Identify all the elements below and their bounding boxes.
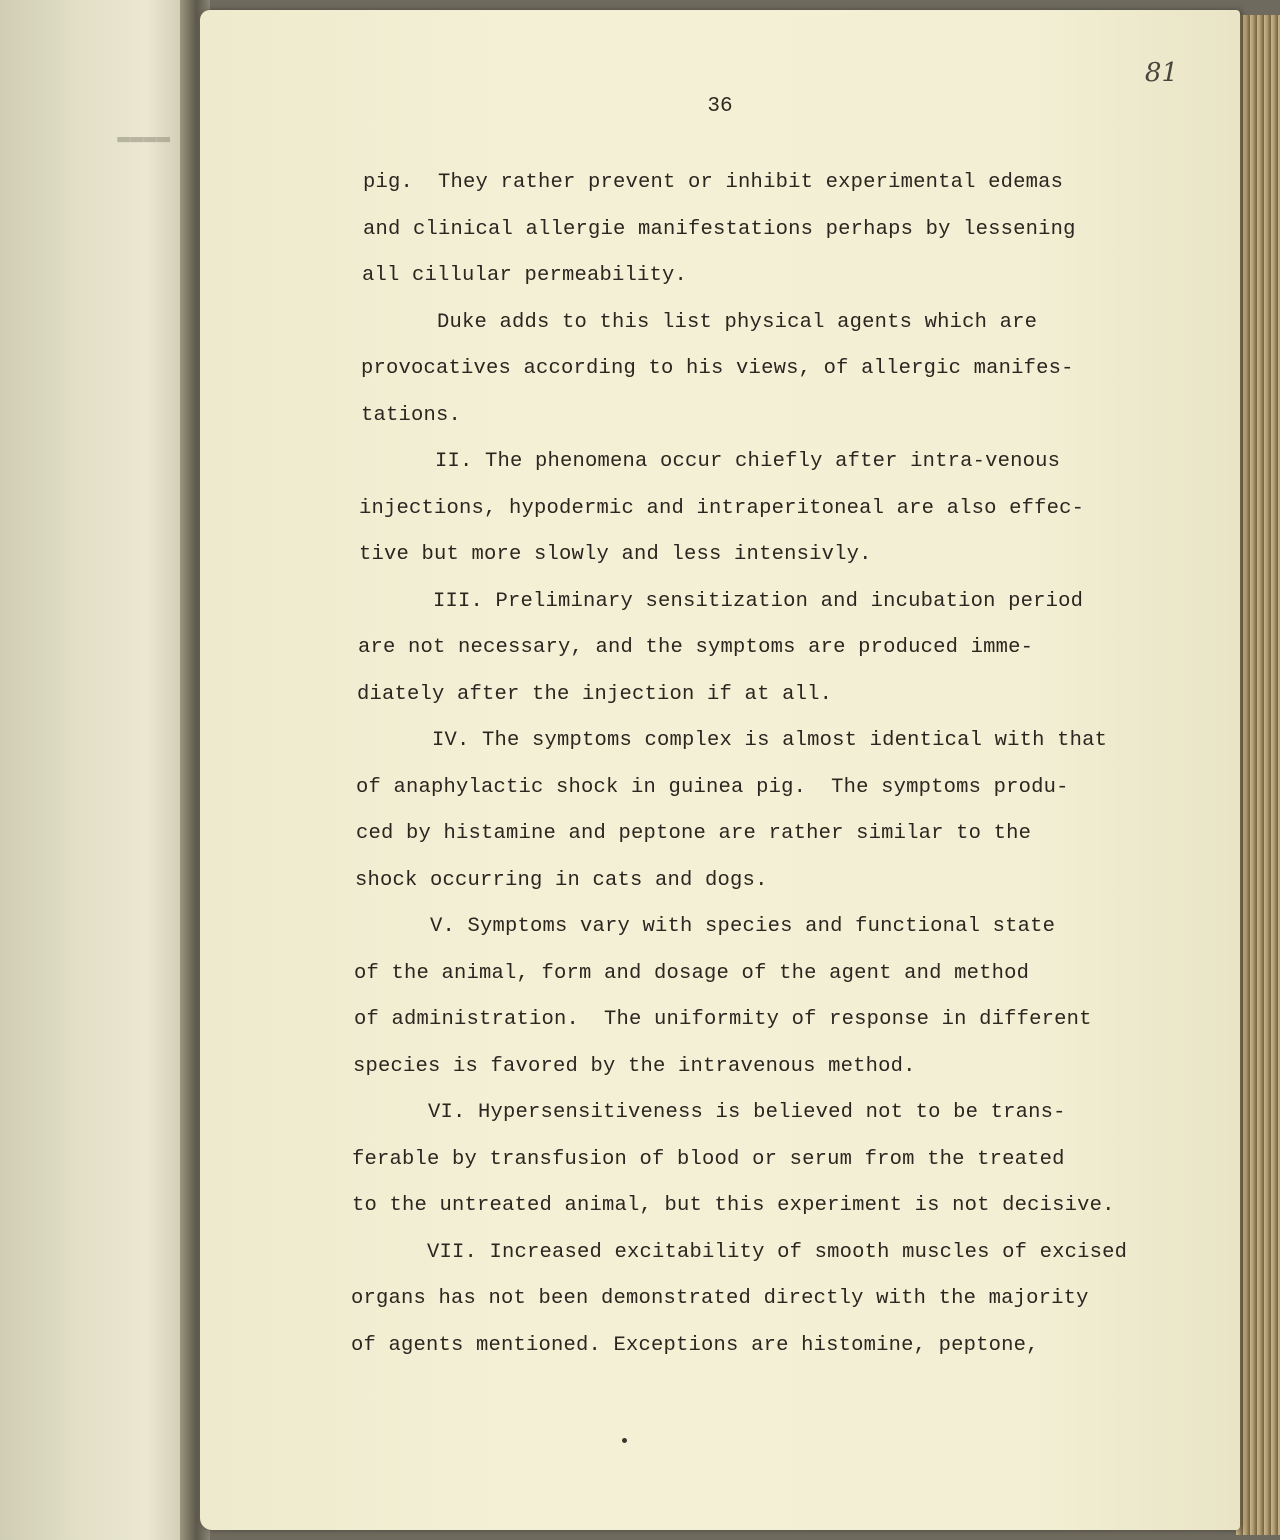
text-line: ced by histamine and peptone are rather similar to the	[356, 822, 1032, 845]
text-line: pig. They rather prevent or inhibit experimental edemas	[363, 171, 1064, 194]
text-line: organs has not been demonstrated directly with the majority	[351, 1287, 1089, 1310]
text-line: are not necessary, and the symptoms are produced imme-	[358, 636, 1034, 659]
folio-mark: 81	[1144, 58, 1178, 88]
facing-page-bleed: ▬▬▬▬	[117, 125, 170, 150]
text-line: shock occurring in cats and dogs.	[355, 868, 768, 892]
page-body	[351, 160, 1185, 1369]
text-line: III. Preliminary sensitization and incubation period	[358, 589, 1084, 613]
text-line: injections, hypodermic and intraperitoneal are also effec-	[359, 496, 1085, 520]
text-line: ferable by transfusion of blood or serum from the treated	[352, 1147, 1065, 1171]
text-line: VII. Increased excitability of smooth muscles of excised	[352, 1240, 1128, 1264]
facing-page	[0, 0, 195, 1540]
text-line: all cillular permeability.	[362, 264, 688, 287]
document-page	[200, 10, 1240, 1530]
ink-dot	[622, 1438, 627, 1443]
text-line: and clinical allergie manifestations perhaps by lessening	[363, 217, 1076, 241]
text-line: of the animal, form and dosage of the agent and method	[354, 961, 1030, 985]
text-line: of administration. The uniformity of response in different	[354, 1008, 1092, 1031]
text-line: II. The phenomena occur chiefly after intra-venous	[360, 450, 1061, 473]
text-line: diately after the injection if at all.	[357, 682, 833, 706]
text-line: tations.	[361, 403, 462, 427]
text-line: species is favored by the intravenous method.	[353, 1054, 916, 1078]
text-line: of anaphylactic shock in guinea pig. The symptoms produ-	[356, 775, 1069, 799]
text-line: of agents mentioned. Exceptions are histomine, peptone,	[351, 1333, 1039, 1357]
text-line: tive but more slowly and less intensivly.	[359, 543, 872, 566]
text-line: V. Symptoms vary with species and functional state	[355, 915, 1056, 938]
text-line: provocatives according to his views, of allergic manifes-	[361, 357, 1074, 380]
text-line: VI. Hypersensitiveness is believed not to be trans-	[353, 1101, 1066, 1124]
page-stack-edge	[1236, 15, 1280, 1535]
text-line: Duke adds to this list physical agents which are	[362, 310, 1038, 334]
text-line: to the untreated animal, but this experiment is not decisive.	[352, 1194, 1115, 1217]
text-line: IV. The symptoms complex is almost identical with that	[357, 729, 1108, 752]
page-number: 36	[707, 95, 733, 118]
